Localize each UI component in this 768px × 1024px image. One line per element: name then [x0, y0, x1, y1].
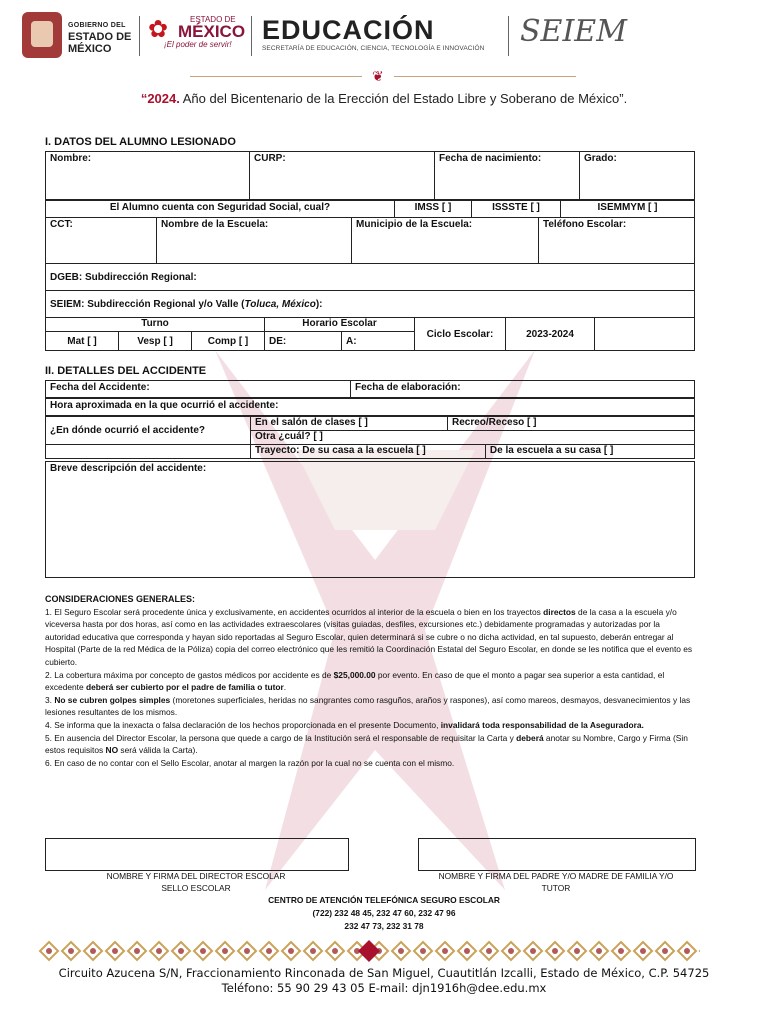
c3-bold: No se cubren golpes simples — [54, 694, 171, 705]
motto-text: Año del Bicentenario de la Erección del Estado Libre y Soberano de México”. — [179, 91, 628, 106]
gobierno-logo-text — [68, 20, 131, 55]
educacion-logo — [262, 15, 484, 52]
footer-contact: Teléfono: 55 90 29 43 05 E-mail: djn1916h@dee.edu.mx — [221, 981, 547, 995]
imss-checkbox[interactable]: IMSS [ ] — [395, 201, 472, 218]
gov-line3: MÉXICO — [68, 43, 112, 55]
turno-table — [45, 317, 695, 351]
fecha-elaboracion-field[interactable] — [351, 381, 695, 398]
fecha-accidente-label: Fecha del Accidente: — [50, 382, 150, 393]
c2-bold: deberá ser cubierto por el padre de familia o tutor — [85, 682, 284, 693]
fecha-accidente-field[interactable] — [46, 381, 351, 398]
c2-text: 2. La cobertura máxima por concepto de gastos médicos por accidente es de — [45, 669, 334, 680]
motto-year: “2024. — [140, 91, 180, 106]
gov-line2: ESTADO DE — [68, 31, 132, 43]
turno-comp-checkbox[interactable]: Comp [ ] — [192, 332, 265, 351]
horario-de-field[interactable] — [265, 332, 342, 351]
horario-a-field[interactable] — [342, 332, 415, 351]
edo-slogan: ¡El poder de servir! — [164, 40, 232, 49]
c5-no: NO — [105, 745, 119, 756]
seiem-label: SEIEM: Subdirección Regional y/o Valle ( — [50, 298, 245, 310]
director-signature-label — [45, 870, 347, 894]
hora-label: Hora aproximada en la que ocurrió el accidente: — [50, 400, 279, 411]
ornament-line-left — [190, 76, 362, 77]
consideration-2 — [45, 669, 695, 694]
consideration-3 — [45, 694, 695, 719]
fecha-nacimiento-field[interactable] — [435, 152, 580, 200]
year-motto — [0, 91, 768, 106]
student-data-table — [45, 151, 695, 200]
consideration-6: 6. En caso de no contar con el Sello Escolar, anotar al margen la razón por la cual no se cuenta con el mismo. — [45, 757, 455, 768]
nombre-label: Nombre: — [50, 153, 92, 164]
edo-line2: MÉXICO — [178, 22, 246, 41]
telefono-escolar-label: Teléfono Escolar: — [543, 219, 627, 230]
ornament-icon: ❦ — [372, 68, 384, 84]
cct-label: CCT: — [50, 219, 73, 230]
telefono-escolar-field[interactable] — [539, 218, 695, 264]
otra-checkbox[interactable]: Otra ¿cuál? [ ] — [251, 431, 695, 445]
horario-label: Horario Escolar — [265, 318, 415, 332]
trayecto-escuela-casa-checkbox[interactable]: De la escuela a su casa [ ] — [485, 445, 694, 459]
curp-label: CURP: — [254, 153, 286, 164]
c1-bold: directos — [543, 606, 576, 617]
section-title-student: I. DATOS DEL ALUMNO LESIONADO — [45, 136, 236, 148]
school-data-table — [45, 217, 695, 264]
dgeb-label: DGEB: Subdirección Regional: — [50, 271, 197, 283]
description-table — [45, 461, 695, 578]
trayecto-casa-escuela-checkbox[interactable]: Trayecto: De su casa a la escuela [ ] — [251, 445, 486, 459]
contact-phones-1: (722) 232 48 45, 232 47 60, 232 47 96 — [312, 908, 456, 918]
accident-table — [45, 380, 695, 398]
parent-signature-box[interactable] — [418, 838, 696, 871]
nombre-field[interactable] — [46, 152, 250, 200]
municipio-field[interactable] — [352, 218, 539, 264]
director-signature-line2: SELLO ESCOLAR — [161, 883, 231, 893]
nombre-escuela-label: Nombre de la Escuela: — [161, 219, 269, 230]
c2-amount: $25,000.00 — [333, 669, 376, 680]
parent-signature-line2: TUTOR — [541, 883, 571, 893]
horario-de-label: DE: — [269, 335, 287, 347]
c2-text2: por evento. En caso de que el monto a pagar sea superior a esta cantidad, el excedente — [45, 669, 665, 693]
dgeb-field[interactable] — [46, 264, 695, 291]
turno-mat-checkbox[interactable]: Mat [ ] — [46, 332, 119, 351]
educacion-title: EDUCACIÓN — [262, 15, 435, 45]
fecha-elaboracion-label: Fecha de elaboración: — [355, 382, 461, 393]
turno-vesp-checkbox[interactable]: Vesp [ ] — [119, 332, 192, 351]
flower-icon: ✿ — [148, 16, 169, 43]
director-signature-box[interactable] — [45, 838, 349, 871]
c2-end: . — [283, 682, 287, 693]
contact-center — [0, 894, 768, 933]
state-coat-of-arms-icon — [22, 12, 62, 58]
c3-text: (moretones superficiales, heridas no sangrantes como rasguños, araños y raspones), así como mareos, desmayos, desvanecimientos y las lesiones resultantes de los mismos. — [45, 694, 691, 718]
salon-checkbox[interactable]: En el salón de clases [ ] — [251, 417, 448, 431]
grado-label: Grado: — [584, 153, 617, 164]
location-spacer — [46, 445, 251, 459]
grado-field[interactable] — [580, 152, 695, 200]
hora-table — [45, 398, 695, 416]
consideration-1 — [45, 606, 695, 669]
director-signature-line1: NOMBRE Y FIRMA DEL DIRECTOR ESCOLAR — [106, 871, 286, 881]
issste-checkbox[interactable]: ISSSTE [ ] — [472, 201, 561, 218]
contact-phones-2: 232 47 73, 232 31 78 — [344, 921, 424, 931]
footer — [0, 966, 768, 996]
isemmym-checkbox[interactable]: ISEMMYM [ ] — [561, 201, 695, 218]
fecha-nacimiento-label: Fecha de nacimiento: — [439, 153, 542, 164]
c5-bold: deberá — [516, 732, 544, 743]
seiem-logo: SEIEM — [520, 14, 627, 49]
c5-end: será válida la Carta). — [118, 745, 198, 756]
c3-num: 3. — [45, 694, 55, 705]
c1-text: 1. El Seguro Escolar será procedente única y exclusivamente, en accidentes ocurridos al interior de la escuela o bien en los trayectos — [45, 606, 544, 617]
seiem-valle-label: Toluca, México — [244, 298, 316, 310]
descripcion-field[interactable] — [46, 462, 695, 578]
edo-line1: ESTADO DE — [190, 15, 236, 24]
cct-field[interactable] — [46, 218, 157, 264]
municipio-label: Municipio de la Escuela: — [356, 219, 473, 230]
regional-table — [45, 263, 695, 318]
header-divider — [251, 16, 252, 56]
seiem-field[interactable] — [46, 291, 695, 318]
descripcion-label: Breve descripción del accidente: — [50, 463, 207, 474]
educacion-subtitle: SECRETARÍA DE EDUCACIÓN, CIENCIA, TECNOLOGÍA E INNOVACIÓN — [262, 45, 485, 52]
social-security-table — [45, 200, 695, 218]
contact-center-title: CENTRO DE ATENCIÓN TELEFÓNICA SEGURO ESCOLAR — [268, 895, 500, 905]
ornament-line-right — [394, 76, 576, 77]
turno-label: Turno — [46, 318, 265, 332]
seiem-label-end: ): — [315, 298, 323, 310]
decorative-border — [38, 940, 700, 962]
donde-label: ¿En dónde ocurrió el accidente? — [46, 417, 251, 445]
c4-text: 4. Se informa que la inexacta o falsa declaración de los hechos proporcionada en el presente Documento, — [45, 719, 441, 730]
recreo-checkbox[interactable]: Recreo/Receso [ ] — [448, 417, 695, 431]
section-title-accident: II. DETALLES DEL ACCIDENTE — [45, 365, 207, 377]
consideration-5 — [45, 732, 695, 757]
considerations-block: CONSIDERACIONES GENERALES: 1. El Seguro Escolar será procedente única y exclusivamente, en accidentes ocurridos al interior de la escuela o bien en los trayectos directos de la casa a la escuela y/o viceversa hasta por dos horas, así como en las actividades extraescolares (visitas guiadas, desfiles, excursiones etc.) debidamente programadas y autorizadas por la autoridad educativa que corresponda y hayan sido reportadas al Seguro Escolar, quien determinará si se cubre o no dicha actividad, en tal supuesto, deberán entregar al Hospital (Parte de la red Médica de la Póliza) copia del correo electrónico que les remitió la Coordinación Estatal del Seguro Escolar, en donde se les notifica que el evento es cubierto. 2. La cobertura máxima por concepto de gastos médicos por accidente es de $25,000.00 por evento. En caso de que el monto a pagar sea superior a esta cantidad, el excedente deberá ser cubierto por el padre de familia o tutor. 3. No se cubren golpes simples (moretones superficiales, heridas no sangrantes como rasguños, araños y raspones), así como mareos, desmayos, desvanecimientos y las lesiones resultantes de los mismos. 4. Se informa que la inexacta o falsa declaración de los hechos proporcionada en el presente Documento, invalidará toda responsabilidad de la Aseguradora. 5. En ausencia del Director Escolar, la persona que quede a cargo de la Institución será el responsable de requisitar la Carta y deberá anotar su Nombre, Cargo y Firma (Sin estos requisitos NO será válida la Carta). 6. En caso de no contar con el Sello Escolar, anotar al margen la razón por la cual no se cuenta con el mismo. — [45, 593, 695, 769]
curp-field[interactable] — [250, 152, 435, 200]
hora-field[interactable] — [46, 399, 695, 416]
seguridad-social-label: El Alumno cuenta con Seguridad Social, cual? — [46, 201, 395, 218]
consideration-4 — [45, 719, 695, 732]
location-table — [45, 416, 695, 459]
c1-text2: de la casa a la escuela y/o viceversa hasta por dos horas, así como en las actividades extraescolares (visitas guiadas, desfiles, excursiones etc.) debidamente programadas y autorizadas por la autoridad educativa que corresponda y hayan sido reportadas al Seguro Escolar, quien determinará si se cubre o no dicha actividad, en tal supuesto, deberán entregar al Hospital (Parte de la red Médica de la Póliza) copia del correo electrónico que les remitió la Coordinación Estatal del Seguro Escolar, en donde se les notifica que el evento es cubierto. — [45, 606, 693, 667]
ciclo-escolar-value: 2023-2024 — [506, 318, 595, 351]
parent-signature-line1: NOMBRE Y FIRMA DEL PADRE Y/O MADRE DE FAMILIA Y/O — [438, 871, 674, 881]
ciclo-escolar-label: Ciclo Escolar: — [415, 318, 506, 351]
estado-de-mexico-logo — [148, 15, 245, 49]
c5-text: 5. En ausencia del Director Escolar, la persona que quede a cargo de la Institución será el responsable de requisitar la Carta y — [45, 732, 517, 743]
header-divider — [139, 16, 140, 56]
horario-a-label: A: — [346, 335, 357, 347]
considerations-title: CONSIDERACIONES GENERALES — [45, 594, 193, 604]
footer-address: Circuito Azucena S/N, Fraccionamiento Rinconada de San Miguel, Cuautitlán Izcalli, Estado de México, C.P. 54725 — [58, 966, 710, 980]
nombre-escuela-field[interactable] — [157, 218, 352, 264]
gov-line1: GOBIERNO DEL — [68, 22, 126, 29]
parent-signature-label — [418, 870, 694, 894]
c4-bold: invalidará toda responsabilidad de la Aseguradora. — [440, 719, 644, 730]
ciclo-extra-cell — [595, 318, 695, 351]
header-divider — [508, 16, 509, 56]
c5-text2: anotar su Nombre, Cargo y Firma (Sin estos requisitos — [45, 732, 688, 756]
